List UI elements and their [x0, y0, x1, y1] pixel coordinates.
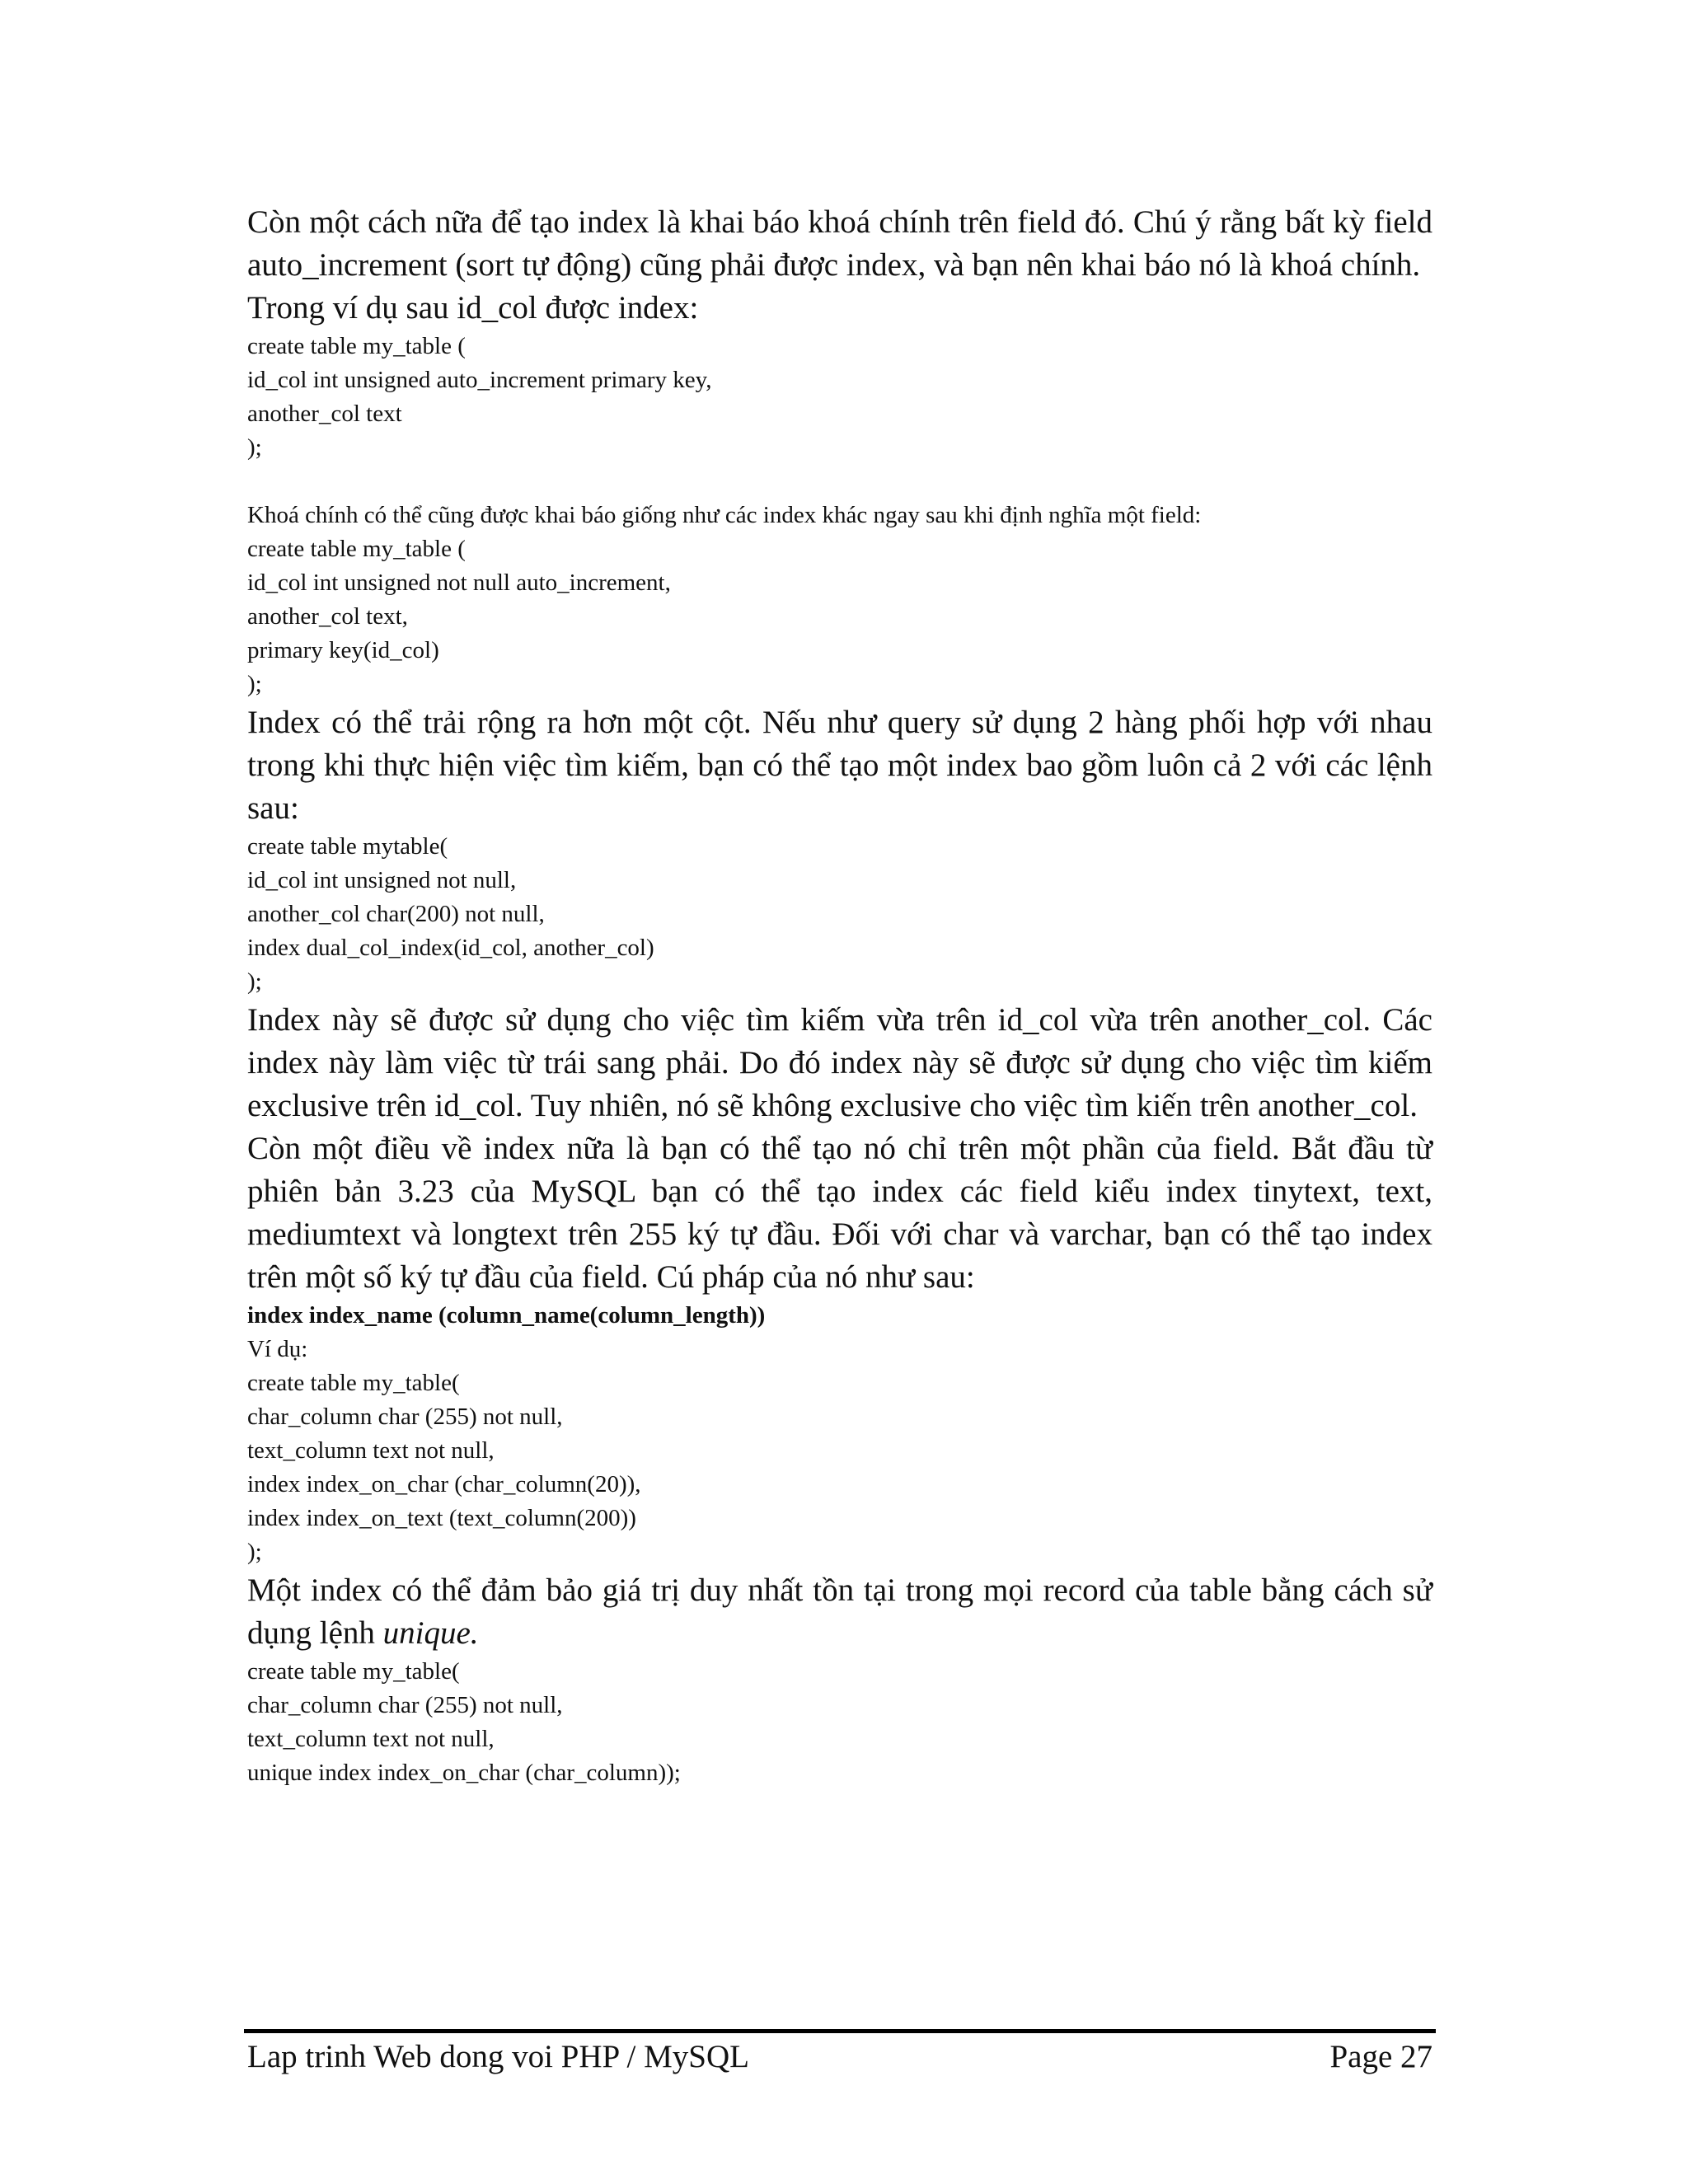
- syntax-line: index index_name (column_name(column_length)): [247, 1302, 766, 1329]
- code-block-1: [247, 330, 1432, 465]
- footer-divider: [244, 2029, 1436, 2033]
- example-label: Ví dụ:: [247, 1336, 308, 1362]
- paragraph-index-usage: Index này sẽ được sử dụng cho việc tìm kiếm vừa trên id_col vừa trên another_col. Các index này làm việc từ trái sang phải. Do đó index này sẽ được sử dụng cho việc tìm kiếm exclusive trên id_col. Tuy nhiên, nó sẽ không exclusive cho việc tìm kiến trên another_col.: [247, 1002, 1432, 1123]
- code-line: text_column text not null,: [247, 1726, 495, 1752]
- code-line: index index_on_char (char_column(20)),: [247, 1471, 641, 1497]
- code-line: text_column text not null,: [247, 1437, 495, 1464]
- code-line: char_column char (255) not null,: [247, 1692, 563, 1718]
- code-line: create table my_table (: [247, 536, 466, 562]
- code-block-2: [247, 532, 1432, 701]
- code-line: );: [247, 968, 262, 995]
- page-number: Page 27: [1329, 2039, 1432, 2074]
- footer-title: Lap trinh Web dong voi PHP / MySQL: [247, 2039, 749, 2074]
- code-line: index dual_col_index(id_col, another_col): [247, 935, 654, 961]
- unique-text: Một index có thể đảm bảo giá trị duy nhất tồn tại trong mọi record của table bằng cách sử dụng lệnh: [247, 1572, 1432, 1651]
- code-line: another_col text,: [247, 603, 408, 630]
- code-line: id_col int unsigned auto_increment primary key,: [247, 367, 712, 393]
- document-body: [247, 201, 1432, 1790]
- code-line: create table my_table(: [247, 1370, 460, 1396]
- code-line: primary key(id_col): [247, 637, 439, 663]
- code-line: );: [247, 434, 262, 461]
- code-block-4: [247, 1366, 1432, 1569]
- paragraph-unique-index: [247, 1569, 1432, 1655]
- code-line: id_col int unsigned not null auto_increment,: [247, 569, 671, 596]
- code-block-3: [247, 830, 1432, 999]
- spacer: [247, 465, 1432, 499]
- code-line: unique index index_on_char (char_column));: [247, 1760, 681, 1786]
- code-block-5: [247, 1655, 1432, 1790]
- paragraph-primary-key-index: Còn một cách nữa để tạo index là khai báo khoá chính trên field đó. Chú ý rằng bất kỳ field auto_increment (sort tự động) cũng phải được index, và bạn nên khai báo nó là khoá chính.: [247, 204, 1432, 283]
- code-line: another_col char(200) not null,: [247, 901, 545, 927]
- code-line: );: [247, 671, 262, 697]
- paragraph-partial-index: Còn một điều về index nữa là bạn có thể tạo nó chỉ trên một phần của field. Bắt đầu từ phiên bản 3.23 của MySQL bạn có thể tạo index các field kiểu index tinytext, text, mediumtext và longtext trên 255 ký tự đầu. Đối với char và varchar, bạn có thể tạo index trên một số ký tự đầu của field. Cú pháp của nó như sau:: [247, 1131, 1432, 1295]
- code-line: char_column char (255) not null,: [247, 1404, 563, 1430]
- page-footer: [247, 2034, 1432, 2080]
- code-line: another_col text: [247, 401, 402, 427]
- paragraph-multi-column-index: Index có thể trải rộng ra hơn một cột. Nếu như query sử dụng 2 hàng phối hợp với nhau trong khi thực hiện việc tìm kiếm, bạn có thể tạo một index bao gồm luôn cả 2 với các lệnh sau:: [247, 705, 1432, 826]
- code-line: id_col int unsigned not null,: [247, 867, 517, 893]
- code-line: create table my_table(: [247, 1658, 460, 1685]
- code-line: index index_on_text (text_column(200)): [247, 1505, 636, 1531]
- paragraph-example-intro: Trong ví dụ sau id_col được index:: [247, 290, 699, 326]
- note-primary-key: Khoá chính có thể cũng được khai báo giống như các index khác ngay sau khi định nghĩa một field:: [247, 502, 1202, 528]
- unique-keyword: unique.: [382, 1615, 479, 1651]
- code-line: create table my_table (: [247, 333, 466, 359]
- code-line: create table mytable(: [247, 833, 448, 860]
- code-line: );: [247, 1539, 262, 1565]
